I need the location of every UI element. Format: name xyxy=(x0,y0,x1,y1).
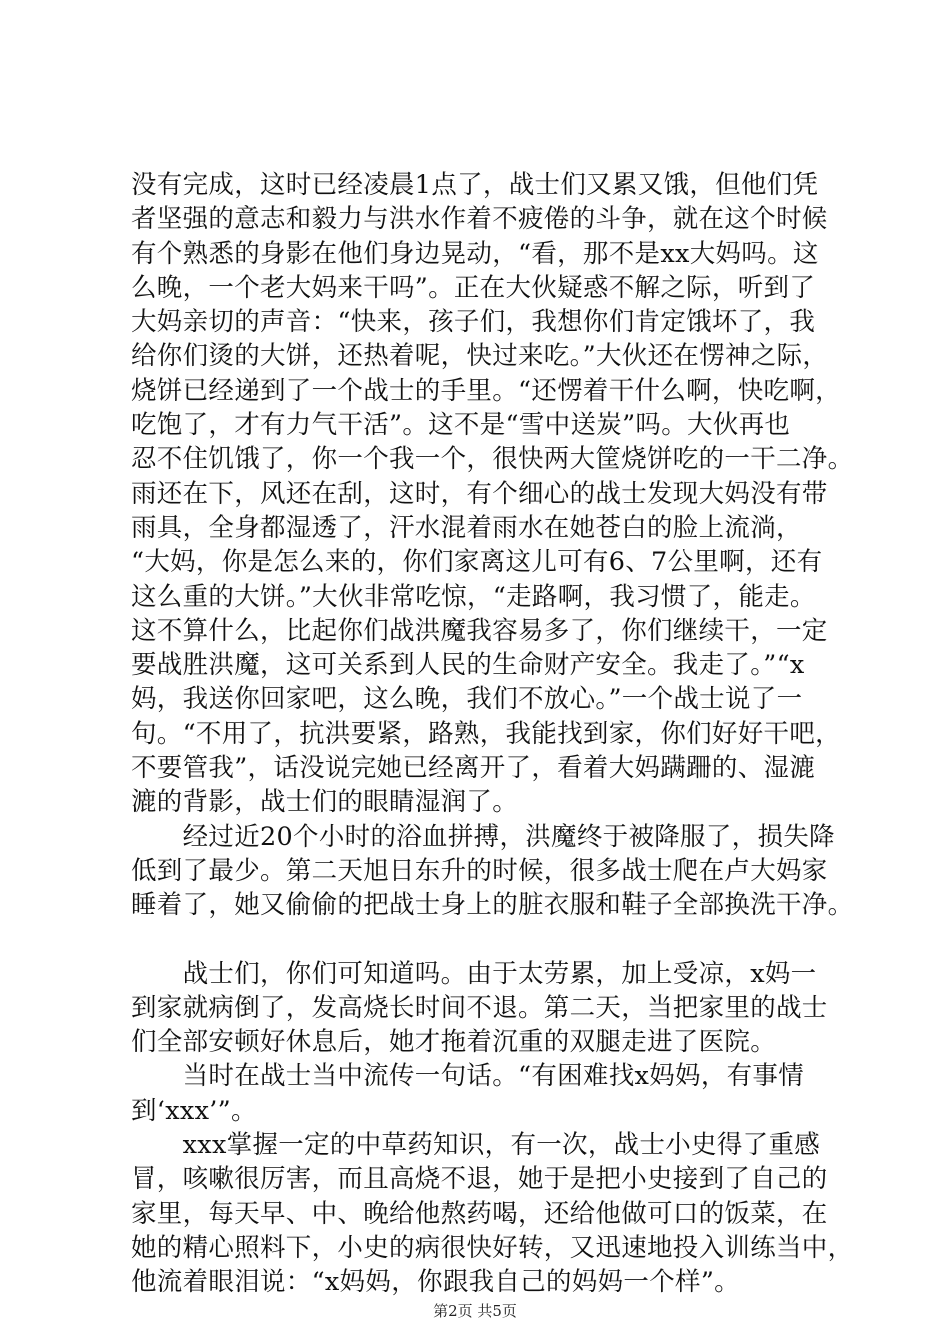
text-line: 们全部安顿好休息后，她才拖着沉重的双腿走进了医院。 xyxy=(131,1027,777,1058)
paragraph-1 xyxy=(131,168,854,820)
text-line: 有个熟悉的身影在他们身边晃动，“看，那不是xx大妈吗。这 xyxy=(131,238,819,269)
text-line: xxx掌握一定的中草药知识，有一次，战士小史得了重感 xyxy=(131,1130,821,1161)
text-line: 低到了最少。第二天旭日东升的时候，很多战士爬在卢大妈家 xyxy=(131,855,828,886)
text-line: 到家就病倒了，发高烧长时间不退。第二天，当把家里的战士 xyxy=(131,992,828,1023)
body-text xyxy=(131,168,854,1300)
text-line: 不要管我”，话没说完她已经离开了，看着大妈蹒跚的、湿漉 xyxy=(131,753,816,784)
text-line: 者坚强的意志和毅力与洪水作着不疲倦的斗争，就在这个时候 xyxy=(131,204,828,235)
text-line: 吃饱了，才有力气干活”。这不是“雪中送炭”吗。大伙再也 xyxy=(131,410,791,441)
text-line: 雨还在下，风还在刮，这时，有个细心的战士发现大妈没有带 xyxy=(131,478,828,509)
text-line: 到‘xxx’”。 xyxy=(131,1095,257,1126)
text-line: 烧饼已经递到了一个战士的手里。“还愣着干什么啊，快吃啊， xyxy=(131,375,841,406)
text-line: 睡着了，她又偷偷的把战士身上的脏衣服和鞋子全部换洗干净。 xyxy=(131,890,854,921)
page-number-footer: 第2页 共5页 xyxy=(433,1302,517,1320)
text-line: 战士们，你们可知道吗。由于太劳累，加上受凉，x妈一 xyxy=(131,958,817,989)
text-line: 大妈亲切的声音：“快来，孩子们，我想你们肯定饿坏了，我 xyxy=(131,307,816,338)
paragraph-5 xyxy=(131,1128,854,1299)
text-line: 妈，我送你回家吧，这么晚，我们不放心。”一个战士说了一 xyxy=(131,684,803,715)
text-line: 这不算什么，比起你们战洪魔我容易多了，你们继续干，一定 xyxy=(131,615,828,646)
text-line: 冒，咳嗽很厉害，而且高烧不退，她于是把小史接到了自己的 xyxy=(131,1164,828,1195)
text-line: 当时在战士当中流传一句话。“有困难找x妈妈，有事情 xyxy=(131,1061,805,1092)
text-line: 么晚，一个老大妈来干吗”。正在大伙疑惑不解之际，听到了 xyxy=(131,272,816,303)
text-line: 句。“不用了，抗洪要紧，路熟，我能找到家，你们好好干吧， xyxy=(131,718,841,749)
text-line: 经过近20个小时的浴血拼搏，洪魔终于被降服了，损失降 xyxy=(131,821,835,852)
text-line: “大妈，你是怎么来的，你们家离这儿可有6、7公里啊，还有 xyxy=(131,547,823,578)
paragraph-2 xyxy=(131,820,854,923)
text-line: 家里，每天早、中、晚给他熬药喝，还给他做可口的饭菜，在 xyxy=(131,1198,828,1229)
text-line: 这么重的大饼。”大伙非常吃惊，“走路啊，我习惯了，能走。 xyxy=(131,581,816,612)
text-line: 他流着眼泪说：“x妈妈，你跟我自己的妈妈一个样”。 xyxy=(131,1267,740,1298)
text-line: 忍不住饥饿了，你一个我一个，很快两大筐烧饼吃的一干二净。 xyxy=(131,444,854,475)
paragraph-3 xyxy=(131,957,851,1060)
text-line: 雨具，全身都湿透了，汗水混着雨水在她苍白的脸上流淌， xyxy=(131,512,802,543)
text-line: 没有完成，这时已经凌晨1点了，战士们又累又饿，但他们凭 xyxy=(131,170,819,200)
text-line: 给你们烫的大饼，还热着呢，快过来吃。”大伙还在愣神之际， xyxy=(131,341,829,372)
text-line: 要战胜洪魔，这可关系到人民的生命财产安全。我走了。”“x xyxy=(131,650,805,681)
paragraph-spacer xyxy=(131,923,851,957)
paragraph-4 xyxy=(131,1059,851,1128)
text-line: 漉的背影，战士们的眼睛湿润了。 xyxy=(131,787,519,818)
text-line: 她的精心照料下，小史的病很快好转，又迅速地投入训练当中， xyxy=(131,1232,854,1263)
